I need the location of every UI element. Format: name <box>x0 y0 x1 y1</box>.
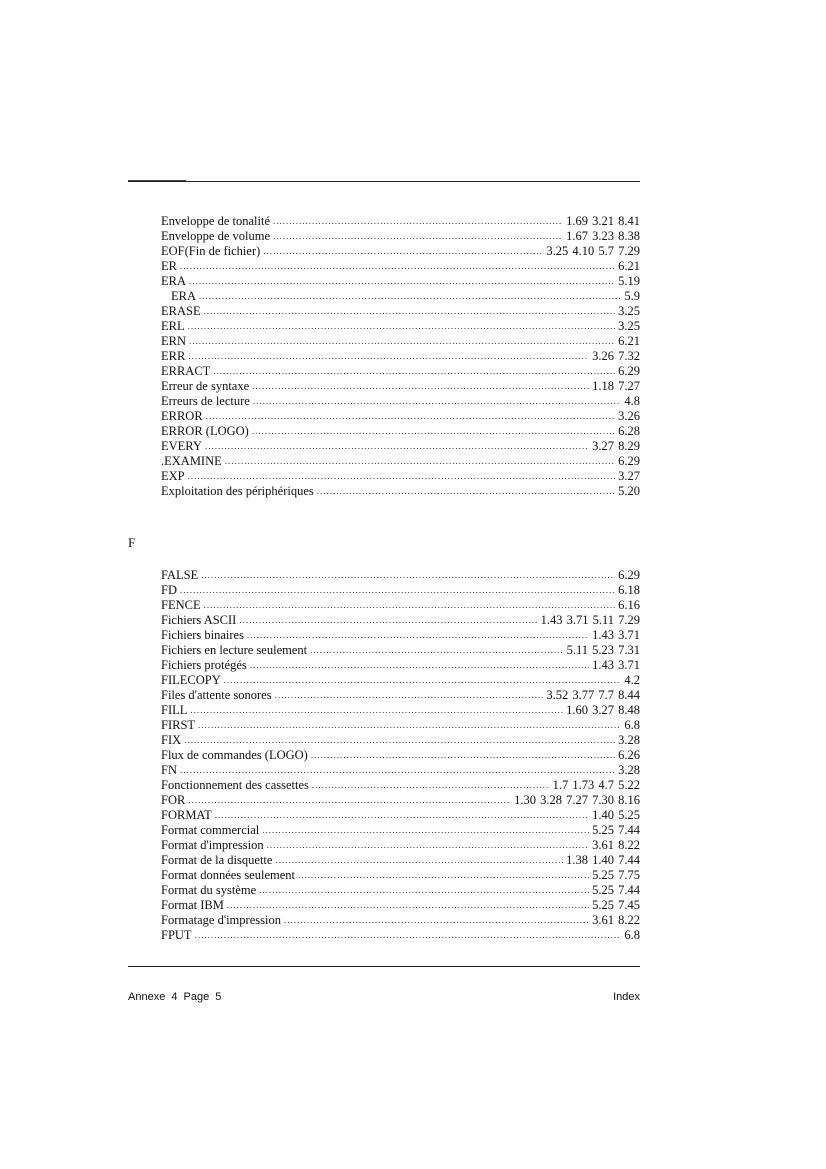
index-term: ERASE <box>161 304 201 318</box>
index-page-refs: 1.40 5.25 <box>592 808 640 822</box>
dot-leader <box>189 334 615 349</box>
dot-leader <box>250 658 589 673</box>
dot-leader <box>253 394 622 409</box>
index-term: Erreur de syntaxe <box>161 379 250 393</box>
index-page-refs: 4.2 <box>624 673 640 687</box>
index-term: ERROR <box>161 409 203 423</box>
index-entry <box>161 439 640 454</box>
index-page-refs: 6.8 <box>624 718 640 732</box>
index-entry <box>161 214 640 229</box>
index-term: Format du système <box>161 883 257 897</box>
index-entry <box>161 688 640 703</box>
index-term: Fichiers en lecture seulement <box>161 643 308 657</box>
index-term: ERA <box>161 274 186 288</box>
index-entry <box>161 643 640 658</box>
index-term: ERA <box>171 289 196 303</box>
index-page-refs: 6.26 <box>618 748 640 762</box>
index-page-refs: 5.25 7.44 <box>592 883 640 897</box>
index-page-refs: 4.8 <box>624 394 640 408</box>
index-term: Exploitation des périphériques <box>161 484 314 498</box>
dot-leader <box>275 688 544 703</box>
index-term: Files d'attente sonores <box>161 688 272 702</box>
index-page-refs: 1.60 3.27 8.48 <box>566 703 640 717</box>
index-section-f <box>161 568 640 943</box>
index-entry <box>161 349 640 364</box>
dot-leader <box>188 793 511 808</box>
index-term: Format commercial <box>161 823 260 837</box>
index-term: FALSE <box>161 568 199 582</box>
index-entry <box>161 628 640 643</box>
index-term: Format de la disquette <box>161 853 273 867</box>
index-entry <box>161 484 640 499</box>
dot-leader <box>201 568 615 583</box>
index-page-refs: 3.28 <box>618 733 640 747</box>
dot-leader <box>180 259 615 274</box>
index-page-refs: 3.61 8.22 <box>592 913 640 927</box>
dot-leader <box>273 229 563 244</box>
index-page-refs: 1.7 1.73 4.7 5.22 <box>552 778 640 792</box>
index-entry <box>161 778 640 793</box>
dot-leader <box>259 883 589 898</box>
index-page-refs: 6.28 <box>618 424 640 438</box>
index-term: Enveloppe de volume <box>161 229 270 243</box>
dot-leader <box>180 763 615 778</box>
index-page-refs: 1.67 3.23 8.38 <box>566 229 640 243</box>
index-page-refs: 3.61 8.22 <box>592 838 640 852</box>
index-page-refs: 1.43 3.71 <box>592 628 640 642</box>
index-entry <box>161 379 640 394</box>
index-term: EVERY <box>161 439 202 453</box>
index-page-refs: 6.21 <box>618 334 640 348</box>
index-page-refs: 5.9 <box>624 289 640 303</box>
index-page-refs: 6.29 <box>618 364 640 378</box>
index-page-refs: 1.38 1.40 7.44 <box>566 853 640 867</box>
index-entry <box>161 883 640 898</box>
index-term: Format d'impression <box>161 838 264 852</box>
index-term: Fichiers binaires <box>161 628 244 642</box>
index-page-refs: 1.18 7.27 <box>592 379 640 393</box>
index-entry <box>161 928 640 943</box>
index-page-refs: 5.19 <box>618 274 640 288</box>
index-entry <box>161 838 640 853</box>
index-entry <box>161 454 640 469</box>
index-term: FILL <box>161 703 188 717</box>
dot-leader <box>199 289 621 304</box>
index-term: ERL <box>161 319 185 333</box>
index-term: Fichiers protégés <box>161 658 247 672</box>
index-entry <box>161 319 640 334</box>
index-term: ERN <box>161 334 186 348</box>
index-page-refs: 6.21 <box>618 259 640 273</box>
index-page-refs: 5.11 5.23 7.31 <box>566 643 640 657</box>
index-entry <box>161 748 640 763</box>
dot-leader <box>204 598 616 613</box>
dot-leader <box>275 853 563 868</box>
index-term: FIX <box>161 733 182 747</box>
index-page-refs: 6.18 <box>618 583 640 597</box>
index-term: FENCE <box>161 598 201 612</box>
index-page-refs: 6.8 <box>624 928 640 942</box>
index-entry <box>161 394 640 409</box>
index-page-refs: 5.25 7.44 <box>592 823 640 837</box>
index-page-refs: 5.20 <box>618 484 640 498</box>
dot-leader <box>252 379 589 394</box>
dot-leader <box>263 244 543 259</box>
index-entry <box>161 409 640 424</box>
index-entry <box>161 733 640 748</box>
index-entry <box>161 334 640 349</box>
index-entry <box>161 703 640 718</box>
index-term: ERR <box>161 349 186 363</box>
index-page-refs: 3.28 <box>618 763 640 777</box>
index-entry <box>161 763 640 778</box>
index-term: EXP <box>161 469 185 483</box>
index-term: Format données seulement <box>161 868 295 882</box>
index-entry <box>161 364 640 379</box>
header-rule <box>128 181 640 182</box>
index-entry <box>161 658 640 673</box>
dot-leader <box>312 778 550 793</box>
index-entry <box>161 793 640 808</box>
index-entry <box>161 868 640 883</box>
dot-leader <box>310 643 563 658</box>
dot-leader <box>224 673 622 688</box>
index-entry <box>161 244 640 259</box>
dot-leader <box>247 628 589 643</box>
footer-section-label: Index <box>613 991 640 1003</box>
dot-leader <box>262 823 589 838</box>
index-term: FOR <box>161 793 186 807</box>
index-term: Fichiers ASCII <box>161 613 237 627</box>
index-page-refs: 6.16 <box>618 598 640 612</box>
dot-leader <box>180 583 615 598</box>
index-entry <box>161 289 640 304</box>
dot-leader <box>198 718 621 733</box>
index-section-e <box>161 214 640 499</box>
dot-leader <box>195 928 622 943</box>
index-entry <box>161 898 640 913</box>
index-entry <box>161 424 640 439</box>
index-page-refs: 3.27 <box>618 469 640 483</box>
dot-leader <box>227 898 589 913</box>
index-entry <box>161 229 640 244</box>
dot-leader <box>252 424 615 439</box>
index-page-refs: 3.26 7.32 <box>592 349 640 363</box>
index-term: Fonctionnement des cassettes <box>161 778 309 792</box>
footer-page-label: Annexe 4 Page 5 <box>128 991 222 1003</box>
index-page-refs: 6.29 <box>618 454 640 468</box>
index-term: ERRACT <box>161 364 211 378</box>
index-entry <box>161 469 640 484</box>
dot-leader <box>188 319 616 334</box>
index-entry <box>161 673 640 688</box>
index-page-refs: 1.43 3.71 <box>592 658 640 672</box>
index-entry <box>161 613 640 628</box>
index-page-refs: 5.25 7.45 <box>592 898 640 912</box>
index-term: Flux de commandes (LOGO) <box>161 748 308 762</box>
index-entry <box>161 823 640 838</box>
dot-leader <box>189 274 615 289</box>
index-entry <box>161 568 640 583</box>
dot-leader <box>298 868 589 883</box>
index-entry <box>161 808 640 823</box>
index-page-refs: 1.69 3.21 8.41 <box>566 214 640 228</box>
dot-leader <box>213 364 615 379</box>
index-entry <box>161 598 640 613</box>
index-term: Erreurs de lecture <box>161 394 250 408</box>
index-entry <box>161 718 640 733</box>
index-term: Enveloppe de tonalité <box>161 214 270 228</box>
index-term: FN <box>161 763 177 777</box>
index-term: FIRST <box>161 718 196 732</box>
dot-leader <box>206 409 615 424</box>
index-page-refs: 3.26 <box>618 409 640 423</box>
dot-leader <box>311 748 615 763</box>
index-entry <box>161 259 640 274</box>
index-page-refs: 1.43 3.71 5.11 7.29 <box>540 613 640 627</box>
index-page-refs: 5.25 7.75 <box>592 868 640 882</box>
dot-leader <box>205 439 589 454</box>
dot-leader <box>225 454 615 469</box>
dot-leader <box>215 808 589 823</box>
index-term: Format IBM <box>161 898 224 912</box>
index-entry <box>161 913 640 928</box>
dot-leader <box>284 913 589 928</box>
index-term: FD <box>161 583 177 597</box>
index-term: EOF(Fin de fichier) <box>161 244 261 258</box>
dot-leader <box>239 613 537 628</box>
section-letter-f: F <box>128 535 136 550</box>
index-term: ERROR (LOGO) <box>161 424 249 438</box>
index-page-refs: 3.25 <box>618 319 640 333</box>
dot-leader <box>188 469 616 484</box>
index-entry <box>161 304 640 319</box>
index-page-refs: 3.27 8.29 <box>592 439 640 453</box>
index-entry <box>161 853 640 868</box>
index-term: FORMAT <box>161 808 212 822</box>
index-page-refs: 3.25 <box>618 304 640 318</box>
index-page-refs: 6.29 <box>618 568 640 582</box>
dot-leader <box>190 703 563 718</box>
index-term: .EXAMINE <box>161 454 222 468</box>
index-page-refs: 3.52 3.77 7.7 8.44 <box>546 688 640 702</box>
index-term: ER <box>161 259 177 273</box>
index-entry <box>161 583 640 598</box>
index-term: FPUT <box>161 928 192 942</box>
dot-leader <box>204 304 616 319</box>
dot-leader <box>188 349 589 364</box>
index-entry <box>161 274 640 289</box>
dot-leader <box>273 214 563 229</box>
dot-leader <box>267 838 590 853</box>
dot-leader <box>317 484 615 499</box>
index-term: FILECOPY <box>161 673 221 687</box>
index-page-refs: 1.30 3.28 7.27 7.30 8.16 <box>514 793 640 807</box>
index-term: Formatage d'impression <box>161 913 281 927</box>
index-page-refs: 3.25 4.10 5.7 7.29 <box>546 244 640 258</box>
footer-rule <box>128 966 640 967</box>
dot-leader <box>184 733 615 748</box>
